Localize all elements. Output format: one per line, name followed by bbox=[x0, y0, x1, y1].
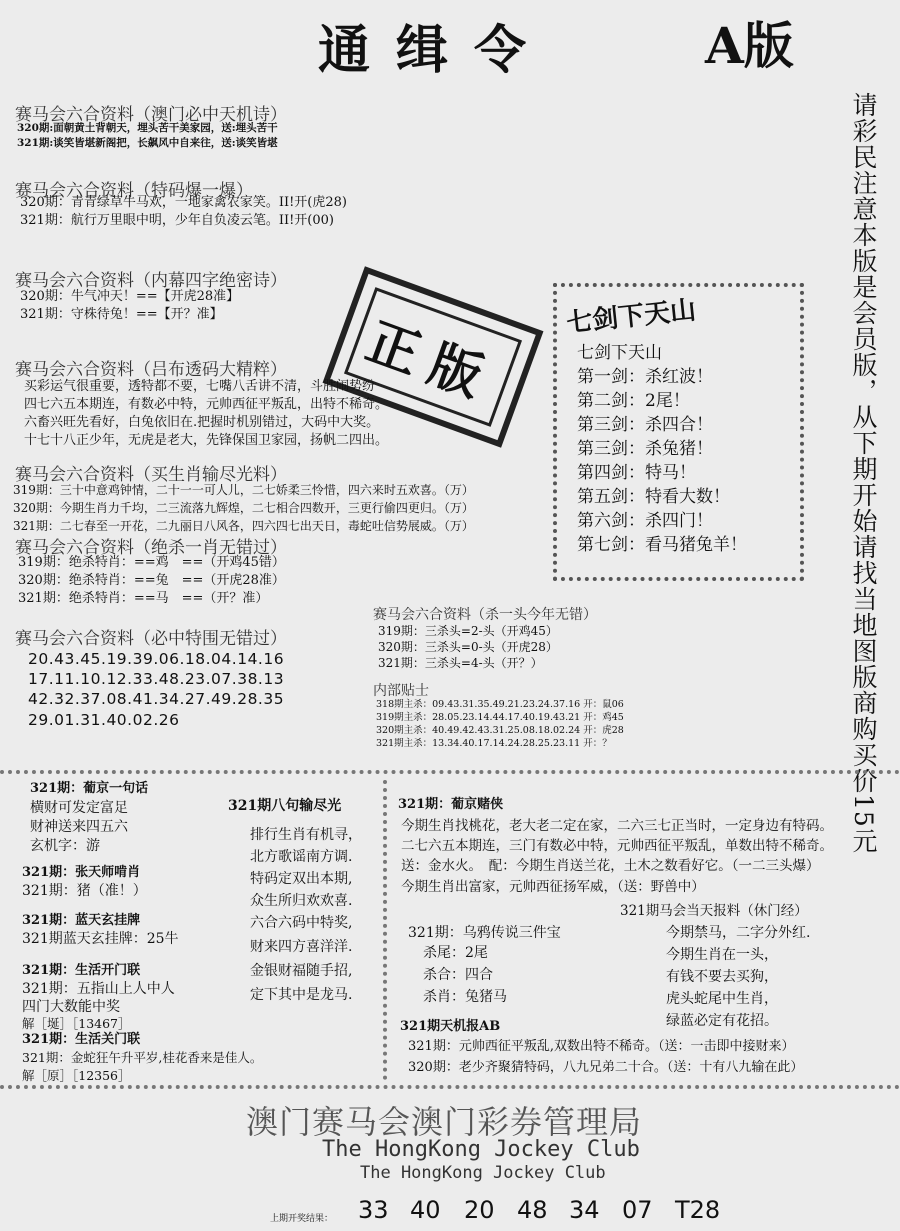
list-item: 七剑下天山 bbox=[577, 343, 662, 363]
section-title: 内部贴士 bbox=[373, 683, 429, 699]
divider bbox=[383, 780, 387, 1080]
list-item: 买彩运气很重要，透特都不要，七嘴八舌讲不清，斗胜闹势纷 bbox=[24, 379, 376, 394]
number-row: 42.32.37.08.41.34.27.49.28.35 bbox=[28, 690, 285, 708]
list-item: 320期:面朝黄土背朝天，埋头苦干美家园，送:埋头苦干 bbox=[17, 122, 278, 134]
block-title: 321期马会当天报料（休门经） bbox=[620, 903, 808, 919]
list-item: 今期生肖在一头， bbox=[666, 947, 778, 963]
list-item: 321期蓝天玄挂牌：25牛 bbox=[22, 931, 179, 947]
list-item: 第二剑：2尾！ bbox=[577, 391, 690, 411]
list-item: 320期：三杀头=0-头（开虎28） bbox=[378, 640, 558, 654]
block-title: 321期：张天师啃肖 bbox=[22, 865, 141, 880]
list-item: 四门大数能中奖 bbox=[22, 999, 120, 1015]
result-number: 33 bbox=[358, 1196, 389, 1224]
stamp-text: 正版 bbox=[344, 287, 522, 427]
block-title: 321期天机报AB bbox=[400, 1019, 501, 1034]
block-title: 321期：葡京一句话 bbox=[30, 781, 149, 796]
result-label: 上期开奖结果： bbox=[270, 1214, 334, 1224]
list-item: 杀合：四合 bbox=[423, 967, 493, 983]
section-title: 赛马会六合资料（吕布透码大精粹） bbox=[15, 360, 287, 380]
list-item: 排行生肖有机寻， bbox=[250, 827, 362, 843]
list-item: 十七十八正少年，无虎是老大，先锋保国卫家园，扬帆二四出。 bbox=[24, 433, 389, 448]
block-title: 321期：蓝天玄挂牌 bbox=[22, 913, 141, 928]
list-item: 送：金水火。 配：今期生肖送兰花，土木之数看好它。（一二三头爆） bbox=[401, 858, 820, 874]
list-item: 320期：绝杀特肖：==兔 ==（开虎28准） bbox=[18, 573, 285, 588]
divider bbox=[0, 1085, 900, 1089]
result-number: 40 bbox=[410, 1196, 441, 1224]
list-item: 第三剑：杀兔猪！ bbox=[577, 439, 713, 459]
list-item: 第七剑：看马猪兔羊！ bbox=[577, 535, 747, 555]
number-row: 17.11.10.12.33.48.23.07.38.13 bbox=[28, 670, 285, 688]
list-item: 虎头蛇尾中生肖， bbox=[666, 991, 778, 1007]
list-item: 321期：元帅西征平叛乱,双数出特不稀奇。（送：一击即中接财来） bbox=[408, 1039, 795, 1054]
list-item: 第三剑：杀四合！ bbox=[577, 415, 713, 435]
list-item: 绿蓝必定有花招。 bbox=[666, 1013, 778, 1029]
result-number: 48 bbox=[517, 1196, 548, 1224]
list-item: 第五剑：特看大数！ bbox=[577, 487, 730, 507]
list-item: 玄机字：游 bbox=[30, 838, 100, 854]
list-item: 321期：三杀头=4-头（开？） bbox=[378, 656, 543, 670]
member-notice: 请彩民注意本版是会员版，从下期开始请找当地图版商购买价15元 bbox=[849, 92, 878, 854]
section-title: 赛马会六合资料（内幕四字绝密诗） bbox=[15, 271, 287, 291]
list-item: 特码定双出本期, bbox=[250, 871, 353, 887]
footer-org-name: 澳门赛马会澳门彩券管理局 bbox=[246, 1103, 643, 1141]
list-item: 第一剑：杀红波！ bbox=[577, 367, 713, 387]
list-item: 320期：青青绿草牛马欢，一地家禽农家笑。II!开(虎28) bbox=[20, 195, 347, 210]
list-item: 319期主杀：28.05.23.14.44.17.40.19.43.21 开：鸡45 bbox=[376, 712, 624, 723]
list-item: 定下其中是龙马. bbox=[250, 987, 353, 1003]
list-item: 杀肖：兔猪马 bbox=[423, 989, 507, 1005]
list-item: 解［埏］［13467］ bbox=[22, 1016, 131, 1031]
list-item: 二七六五本期连，三门有数必中特，元帅西征平叛乱，单数出特不稀奇。 bbox=[401, 838, 833, 854]
list-item: 321期：航行万里眼中明，少年自负凌云笔。II!开(00) bbox=[20, 213, 334, 228]
list-item: 319期：三十中意鸡钟情，二十一一可人儿，二七娇柔三怜惜，四六来时五欢喜。（万） bbox=[13, 483, 474, 497]
list-item: 财来四方喜洋洋. bbox=[250, 939, 353, 955]
list-item: 321期：绝杀特肖：==马 ==（开？准） bbox=[18, 591, 269, 606]
list-item: 320期：老少齐聚猜特码，八九兄弟二十合。（送：十有八九输在此） bbox=[408, 1060, 804, 1075]
block-title: 321期：生活开门联 bbox=[22, 963, 141, 978]
footer-english-2: The HongKong Jockey Club bbox=[360, 1163, 606, 1183]
section-title: 赛马会六合资料（澳门必中天机诗） bbox=[15, 105, 287, 125]
list-item: 金银财福随手招, bbox=[250, 963, 353, 979]
list-item: 320期：牛气冲天！==【开虎28准】 bbox=[20, 289, 240, 304]
list-item: 今期禁马，二字分外红. bbox=[666, 925, 811, 941]
list-item: 321期:谈笑皆堪新阁把，长飙风中自来往，送:谈笑皆堪 bbox=[17, 137, 278, 149]
list-item: 今期生肖找桃花，老大老二定在家，二六三七正当时，一定身边有特码。 bbox=[401, 818, 833, 834]
section-title: 赛马会六合资料（特码爆一爆） bbox=[15, 181, 253, 201]
list-item: 319期：三杀头=2-头（开鸡45） bbox=[378, 624, 558, 638]
list-item: 第六剑：杀四门！ bbox=[577, 511, 713, 531]
list-item: 321期：二七春至一开花，二九丽日八风各，四六四七出天日，毒蛇吐信势展威。（万） bbox=[13, 519, 474, 533]
section-title: 赛马会六合资料（买生肖输尽光料） bbox=[15, 465, 287, 485]
section-title: 赛马会六合资料（必中特围无错过） bbox=[15, 629, 287, 649]
list-item: 四七六五本期连，有数必中特，元帅西征平叛乱，出特不稀奇。 bbox=[24, 397, 389, 412]
list-item: 320期：今期生肖力千均，二三流落九辉煌，二七相合四数开，三更行偷四更归。（万） bbox=[13, 501, 474, 515]
block-title: 321期八句输尽光 bbox=[228, 798, 342, 814]
list-item: 有钱不要去买狗， bbox=[666, 969, 778, 985]
list-item: 北方歌谣南方调. bbox=[250, 849, 353, 865]
divider bbox=[0, 770, 900, 774]
list-item: 321期：金蛇狂午升平岁,桂花香来是佳人。 bbox=[22, 1050, 263, 1065]
list-item: 320期主杀：40.49.42.43.31.25.08.18.02.24 开：虎28 bbox=[376, 725, 624, 736]
list-item: 319期：绝杀特肖：==鸡 ==（开鸡45错） bbox=[18, 555, 285, 570]
list-item: 众生所归欢欢喜. bbox=[250, 893, 353, 909]
list-item: 318期主杀：09.43.31.35.49.21.23.24.37.16 开：鼠06 bbox=[376, 699, 624, 710]
list-item: 第四剑：特马！ bbox=[577, 463, 696, 483]
list-item: 横财可发定富足 bbox=[30, 800, 128, 816]
block-title: 321期：乌鸦传说三件宝 bbox=[408, 925, 561, 941]
list-item: 321期主杀：13.34.40.17.14.24.28.25.23.11 开：？ bbox=[376, 738, 612, 749]
list-item: 六合六码中特奖, bbox=[250, 915, 353, 931]
block-title: 321期：葡京赌侠 bbox=[398, 797, 504, 812]
list-item: 321期：猪（准！） bbox=[22, 883, 147, 899]
number-row: 29.01.31.40.02.26 bbox=[28, 711, 180, 729]
section-title: 赛马会六合资料（绝杀一肖无错过） bbox=[15, 538, 287, 558]
result-number: 07 bbox=[622, 1196, 653, 1224]
section-title: 赛马会六合资料（杀一头今年无错） bbox=[373, 607, 597, 623]
result-number: T28 bbox=[675, 1196, 721, 1224]
list-item: 321期：五指山上人中人 bbox=[22, 981, 175, 997]
number-row: 20.43.45.19.39.06.18.04.14.16 bbox=[28, 650, 285, 668]
version-label: A版 bbox=[705, 16, 794, 75]
list-item: 财神送来四五六 bbox=[30, 819, 128, 835]
page-title: 通缉令 bbox=[318, 20, 553, 81]
result-number: 20 bbox=[464, 1196, 495, 1224]
block-title: 321期：生活关门联 bbox=[22, 1032, 141, 1047]
list-item: 解［原］［12356］ bbox=[22, 1068, 131, 1083]
list-item: 杀尾：2尾 bbox=[423, 945, 488, 961]
list-item: 六畜兴旺先看好，白兔依旧在.把握时机别错过，大码中大奖。 bbox=[24, 415, 380, 430]
list-item: 321期：守株待兔！==【开？准】 bbox=[20, 307, 223, 322]
seven-swords-title: 七剑下天山 bbox=[565, 295, 698, 339]
list-item: 今期生肖出富家，元帅西征扬军威，（送：野兽中） bbox=[401, 879, 705, 895]
result-number: 34 bbox=[569, 1196, 600, 1224]
footer-english-1: The HongKong Jockey Club bbox=[322, 1137, 640, 1162]
